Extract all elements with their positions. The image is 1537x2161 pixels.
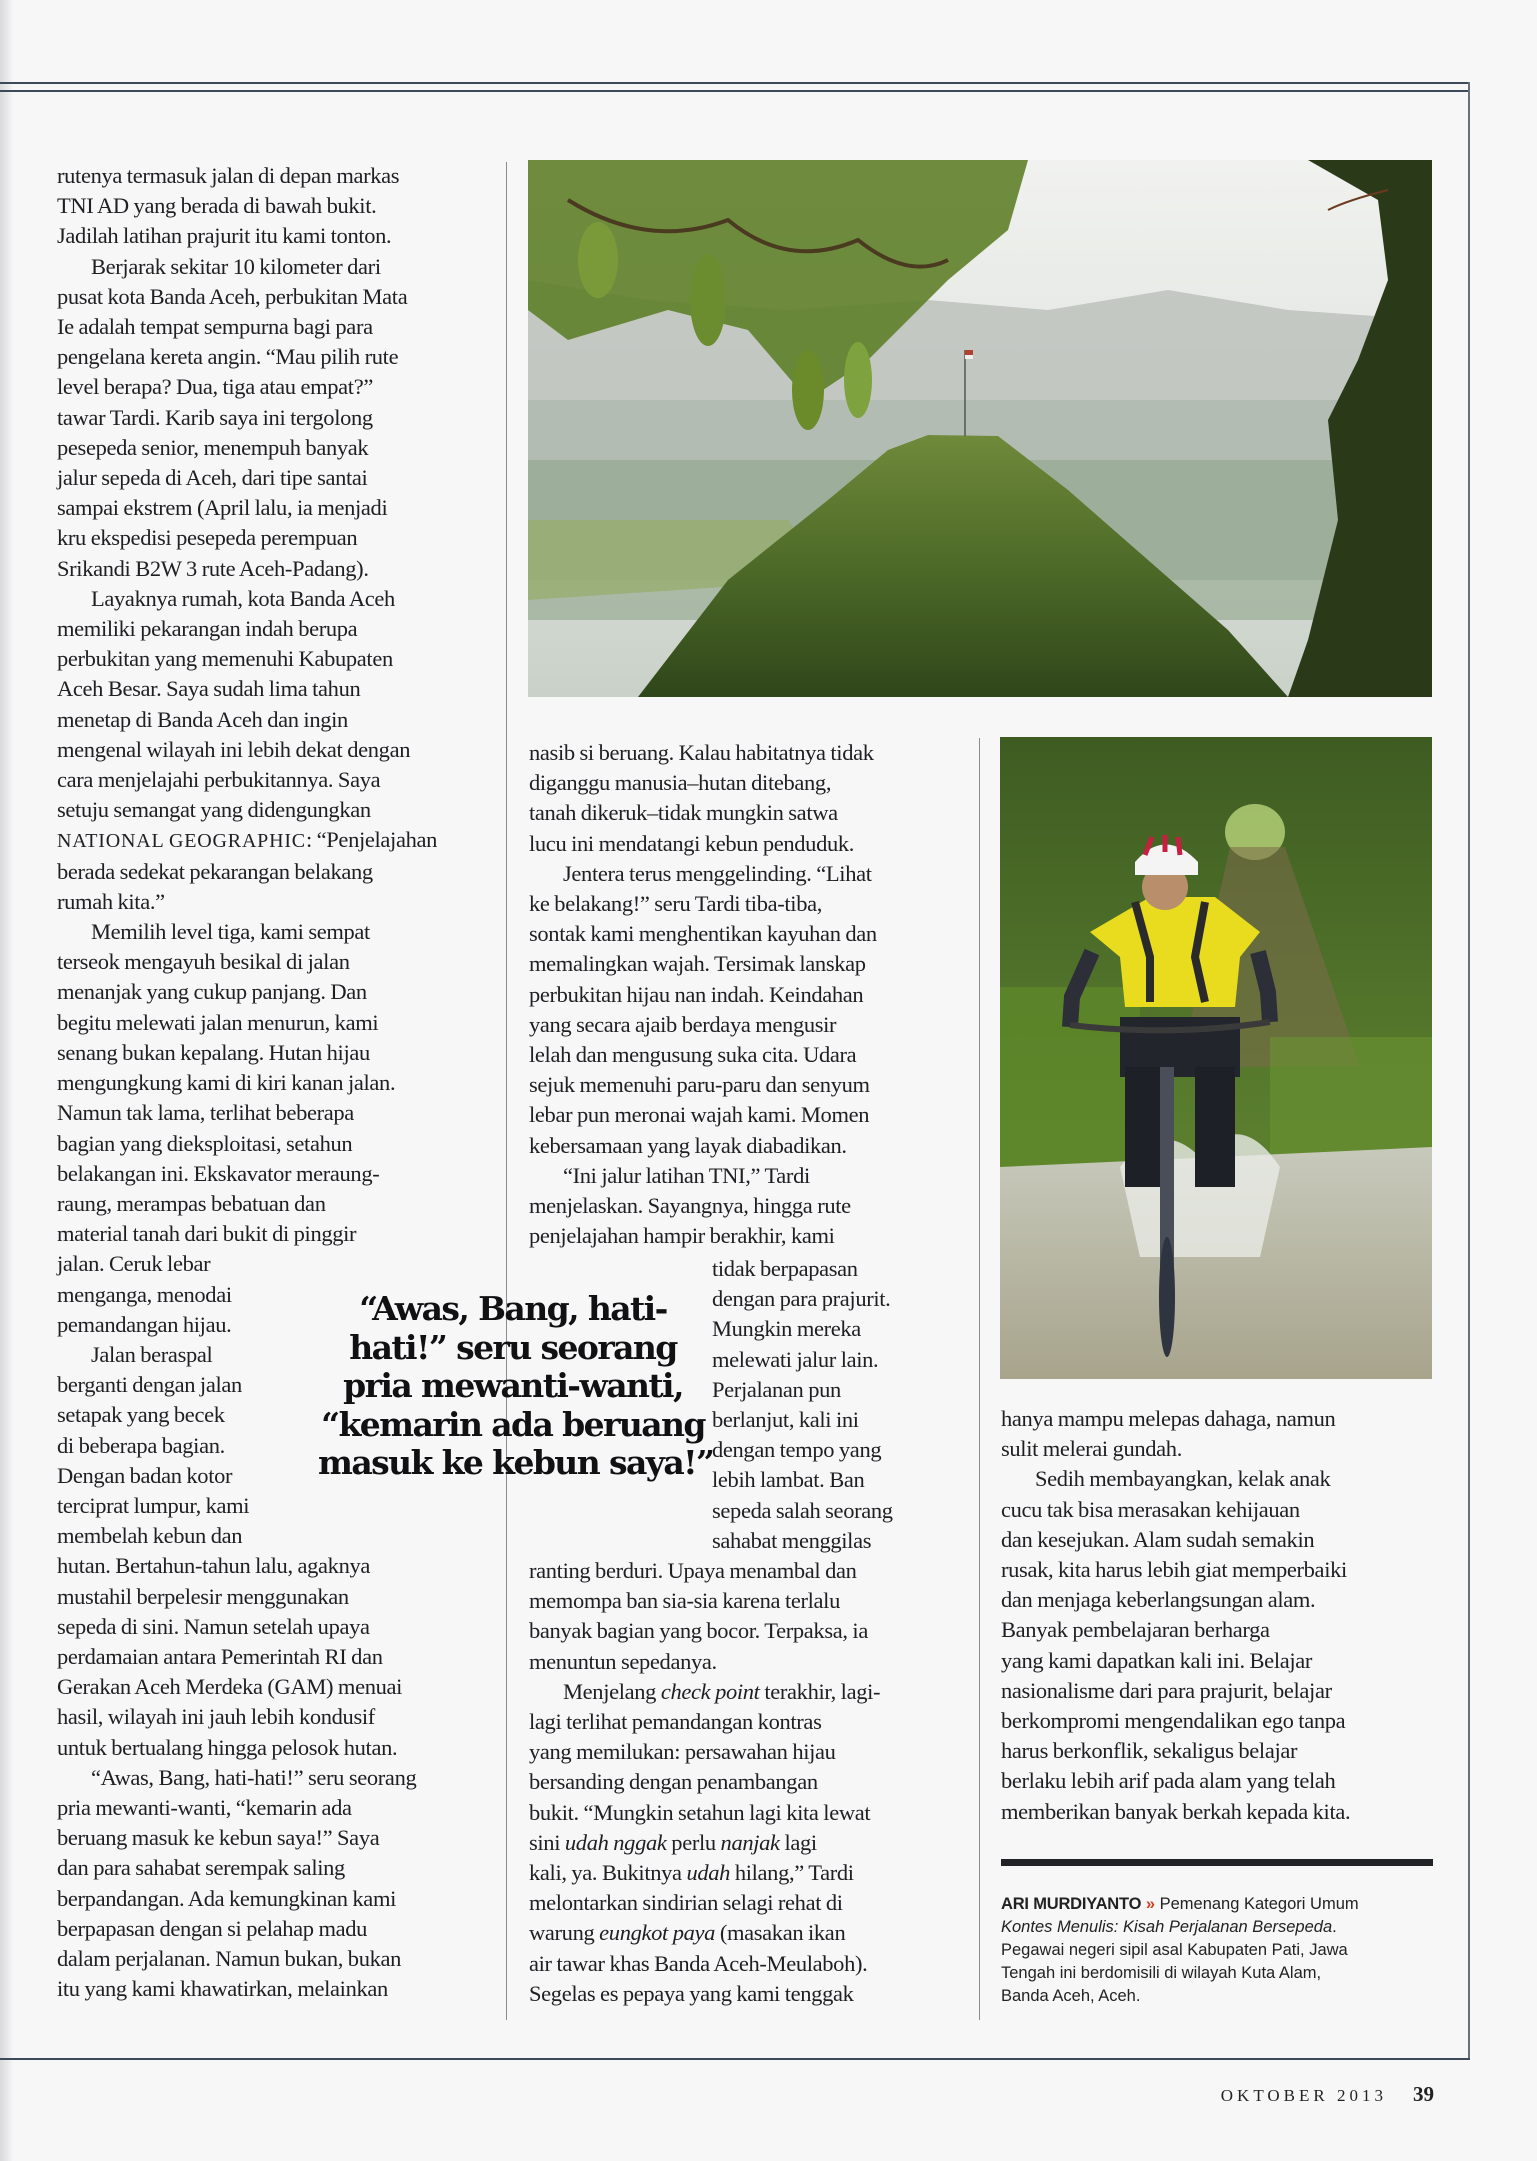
text-line: hutan. Bertahun-tahun lalu, agaknya [57,1553,371,1579]
text-line: kebersamaan yang layak diabadikan. [529,1132,847,1158]
text-line: cara menjelajahi perbukitannya. Saya [57,767,381,793]
text-line: berlaku lebih arif pada alam yang telah [1001,1768,1336,1794]
text-line: mengungkung kami di kiri kanan jalan. [57,1070,396,1096]
text-line: Perjalanan pun [712,1376,841,1402]
text-line: hasil, wilayah ini jauh lebih kondusif [57,1704,375,1730]
text-line: menanjak yang cukup panjang. Dan [57,979,367,1005]
text-line: berlanjut, kali ini [712,1407,859,1433]
text-line: belakangan ini. Ekskavator meraung- [57,1160,380,1186]
text-line: jalur sepeda di Aceh, dari tipe santai [57,465,368,491]
text-line [529,1918,969,1948]
text-line: ke belakang!” seru Tardi tiba-tiba, [529,891,823,917]
text-line: penjelajahan hampir berakhir, kami [529,1223,835,1249]
text-line: material tanah dari bukit di pinggir [57,1221,357,1247]
column-divider-2 [979,738,980,2020]
text-line: Layaknya rumah, kota Banda Aceh [91,585,395,611]
article-column-2 [529,738,969,1251]
paragraph [1001,1404,1441,1464]
text-line: terciprat lumpur, kami [57,1492,250,1518]
text-line: Jalan beraspal [91,1341,213,1367]
text-fragment: terakhir, lagi- [759,1678,881,1704]
text-line: senang bukan kepalang. Hutan hijau [57,1039,370,1065]
text-line: Memilih level tiga, kami sempat [91,919,370,945]
cyclist-photo-image [1000,737,1432,1379]
text-line: Srikandi B2W 3 rute Aceh-Padang). [57,555,369,581]
text-line: rumah kita.” [57,888,165,914]
text-line: berkompromi mengendalikan ego tanpa [1001,1708,1346,1734]
text-line: perdamaian antara Pemerintah RI dan [57,1643,383,1669]
paragraph [57,917,497,1340]
text-line: itu yang kami khawatirkan, melainkan [57,1976,388,2002]
text-fragment: perlu [666,1829,721,1855]
text-line: tidak berpapasan [712,1256,858,1281]
text-line: level berapa? Dua, tiga atau empat?” [57,374,373,400]
text-line: Gerakan Aceh Merdeka (GAM) menuai [57,1674,403,1700]
text-line: memberikan banyak berkah kepada kita. [1001,1798,1351,1824]
bio-line [1001,1916,1441,1939]
text-line: banyak bagian yang bocor. Terpaksa, ia [529,1618,868,1644]
text-line: dan kesejukan. Alam sudah semakin [1001,1526,1315,1552]
text-line: rusak, kita harus lebih giat memperbaiki [1001,1557,1347,1583]
cyclist-photo [1000,737,1432,1379]
top-rule [0,82,1470,84]
text-line: kru ekspedisi pesepeda perempuan [57,525,358,551]
bottom-rule [0,2058,1470,2060]
text-line: “Ini jalur latihan TNI,” Tardi [563,1162,810,1188]
text-line: pesepeda senior, menempuh banyak [57,434,369,460]
text-line: bukit. “Mungkin setahun lagi kita lewat [529,1799,871,1825]
text-line: berganti dengan jalan [57,1372,242,1398]
paragraph [529,1677,969,2009]
text-line: sulit melerai gundah. [1001,1436,1182,1462]
text-line: perbukitan yang memenuhi Kabupaten [57,646,393,672]
text-line: setapak yang becek [57,1402,225,1428]
text-line: hanya mampu melepas dahaga, namun [1001,1406,1336,1431]
paragraph [529,859,969,1161]
paragraph [529,1161,969,1252]
article-column-2-narrow [712,1254,972,1556]
text-line: cucu tak bisa merasakan kehijauan [1001,1496,1300,1522]
text-line: sampai ekstrem (April lalu, ia menjadi [57,495,388,521]
text-line: yang memilukan: persawahan hijau [529,1739,836,1765]
pull-quote-line: “Awas, Bang, hati- [359,1289,667,1328]
contest-title: Kontes Menulis: Kisah Perjalanan Bersepeda [1001,1918,1333,1936]
text-line: memompa ban sia-sia karena terlalu [529,1588,840,1614]
text-line [57,825,497,856]
bio-line: Banda Aceh, Aceh. [1001,1987,1141,2005]
text-line: melewati jalur lain. [712,1346,879,1372]
text-line: air tawar khas Banda Aceh-Meulaboh). [529,1950,868,1976]
text-fragment: hilang,” Tardi [730,1860,854,1886]
text-line: menetap di Banda Aceh dan ingin [57,706,348,732]
author-bio [1001,1893,1441,2008]
text-line: harus berkonflik, sekaligus belajar [1001,1738,1298,1764]
text-line: lebih lambat. Ban [712,1467,865,1493]
text-fragment: kali, ya. Bukitnya [529,1860,687,1886]
italic-term: eungkot paya [599,1920,716,1946]
text-line: lucu ini mendatangi kebun penduduk. [529,830,855,856]
text-fragment: : “Penjelajahan [305,827,438,853]
text-line: mustahil berpelesir menggunakan [57,1583,349,1609]
paragraph [529,1556,969,1677]
text-line: membelah kebun dan [57,1523,243,1549]
paragraph [57,584,497,917]
chevron-icon: » [1145,1895,1155,1913]
text-line: sahabat menggilas [712,1527,872,1553]
text-line: dengan tempo yang [712,1437,882,1463]
text-line: setuju semangat yang didengungkan [57,797,371,823]
text-line: lagi terlihat pemandangan kontras [529,1709,822,1735]
text-fragment: sini [529,1829,565,1855]
text-line: pengelana kereta angin. “Mau pilih rute [57,344,399,370]
text-line: ranting berduri. Upaya menambal dan [529,1558,857,1583]
bio-line: Tengah ini berdomisili di wilayah Kuta Alam, [1001,1964,1322,1982]
text-line: dengan para prajurit. [712,1286,891,1312]
column-divider-1 [506,162,507,2020]
text-line: menganga, menodai [57,1281,232,1307]
text-line: dan para sahabat serempak saling [57,1855,345,1881]
text-line: begitu melewati jalan menurun, kami [57,1009,379,1035]
text-line: TNI AD yang berada di bawah bukit. [57,193,377,219]
text-line: tawar Tardi. Karib saya ini tergolong [57,404,373,430]
text-line: yang kami dapatkan kali ini. Belajar [1001,1647,1313,1673]
text-line: raung, merampas bebatuan dan [57,1190,326,1216]
paragraph [57,252,497,584]
italic-term: check point [660,1678,760,1704]
text-line: sontak kami menghentikan kayuhan dan [529,921,877,947]
text-line: sepeda di sini. Namun setelah upaya [57,1613,370,1639]
article-column-2-bottom [529,1556,969,2009]
text-line: dan menjaga keberlangsungan alam. [1001,1587,1316,1613]
text-line: Jadilah latihan prajurit itu kami tonton. [57,223,392,249]
hill-photo [528,160,1432,697]
paragraph [57,161,497,252]
page-footer [1221,2082,1434,2107]
text-line: “Awas, Bang, hati-hati!” seru seorang [91,1764,417,1790]
text-line: melontarkan sindirian selagi rehat di [529,1890,843,1916]
text-line: memiliki pekarangan indah berupa [57,616,358,642]
text-line: beruang masuk ke kebun saya!” Saya [57,1825,380,1851]
text-fragment: (masakan ikan [715,1920,846,1946]
article-column-3 [1001,1404,1441,1827]
text-fragment: . [1332,1918,1337,1936]
text-line: mengenal wilayah ini lebih dekat dengan [57,736,411,762]
text-line: terseok mengayuh besikal di jalan [57,949,350,975]
italic-term: nanjak [720,1829,780,1855]
text-line: pria mewanti-wanti, “kemarin ada [57,1794,352,1820]
page-number: 39 [1413,2082,1434,2106]
text-fragment: Menjelang [563,1678,661,1704]
text-line [529,1677,969,1707]
text-line: untuk bertualang hingga pelosok hutan. [57,1734,398,1760]
text-line: bagian yang dieksploitasi, setahun [57,1130,353,1156]
text-line: diganggu manusia–hutan ditebang, [529,770,832,796]
pull-quote-line: “kemarin ada beruang [321,1404,705,1444]
text-line: di beberapa bagian. [57,1432,225,1458]
text-line: berpapasan dengan si pelahap madu [57,1915,368,1941]
hill-photo-image [528,160,1432,697]
text-line: yang secara ajaib berdaya mengusir [529,1011,837,1037]
paragraph [1001,1464,1441,1826]
text-line [529,1858,969,1888]
text-line: sepeda salah seorang [712,1497,893,1523]
author-name: ARI MURDIYANTO [1001,1895,1142,1913]
text-line: berpandangan. Ada kemungkinan kami [57,1885,396,1911]
text-line: nasib si beruang. Kalau habitatnya tidak [529,740,874,765]
text-line: menjelaskan. Sayangnya, hingga rute [529,1193,851,1219]
text-line: rutenya termasuk jalan di depan markas [57,163,400,188]
text-fragment: Pemenang Kategori Umum [1159,1895,1359,1913]
right-frame-rule [1468,82,1470,2060]
text-line: menuntun sepedanya. [529,1648,717,1674]
italic-term: udah [686,1860,731,1886]
text-line: berada sedekat pekarangan belakang [57,858,373,884]
text-line: perbukitan hijau nan indah. Keindahan [529,981,864,1007]
top-rule-inner [0,90,1470,92]
text-fragment: warung [529,1920,600,1946]
pull-quote [318,1289,714,1483]
text-line: Mungkin mereka [712,1316,861,1342]
text-line: Sedih membayangkan, kelak anak [1035,1466,1331,1492]
text-line: Segelas es pepaya yang kami tenggak [529,1980,854,2006]
italic-term: udah nggak [564,1829,667,1855]
text-line: bersanding dengan penambangan [529,1769,818,1795]
text-line: dalam perjalanan. Namun bukan, bukan [57,1945,402,1971]
bio-line: Pegawai negeri sipil asal Kabupaten Pati, Jawa [1001,1941,1348,1959]
text-line: Jentera terus menggelinding. “Lihat [563,860,872,886]
text-line: nasionalisme dari para prajurit, belajar [1001,1677,1332,1703]
text-line [529,1828,969,1858]
text-line: pusat kota Banda Aceh, perbukitan Mata [57,283,408,309]
text-line: pemandangan hijau. [57,1311,232,1337]
text-line: jalan. Ceruk lebar [57,1251,211,1277]
text-line: memalingkan wajah. Tersimak lanskap [529,951,866,977]
paragraph [57,1763,497,2005]
text-line: Ie adalah tempat sempurna bagi para [57,314,373,340]
article-column-1 [57,161,497,2004]
pull-quote-line: hati!” seru seorang [349,1327,677,1367]
page-gutter-shadow [0,0,12,2161]
text-line: sejuk memenuhi paru-paru dan senyum [529,1072,870,1098]
pull-quote-line: masuk ke kebun saya!” [318,1443,714,1482]
bio-divider [1001,1859,1433,1866]
text-fragment: lagi [779,1829,817,1855]
text-line: lebar pun meronai wajah kami. Momen [529,1102,870,1128]
text-line: Banyak pembelajaran berharga [1001,1617,1270,1643]
text-line: Berjarak sekitar 10 kilometer dari [91,253,381,279]
magazine-name: NATIONAL GEOGRAPHIC [57,830,306,853]
text-line: Aceh Besar. Saya sudah lima tahun [57,676,361,702]
text-line: Dengan badan kotor [57,1462,233,1488]
text-line: lelah dan mengusung suka cita. Udara [529,1042,857,1068]
issue-date: OKTOBER 2013 [1220,2086,1387,2105]
paragraph [529,738,969,859]
text-line: Namun tak lama, terlihat beberapa [57,1100,354,1126]
pull-quote-line: pria mewanti-wanti, [343,1366,683,1405]
bio-line [1001,1893,1441,1916]
text-line: tanah dikeruk–tidak mungkin satwa [529,800,838,826]
